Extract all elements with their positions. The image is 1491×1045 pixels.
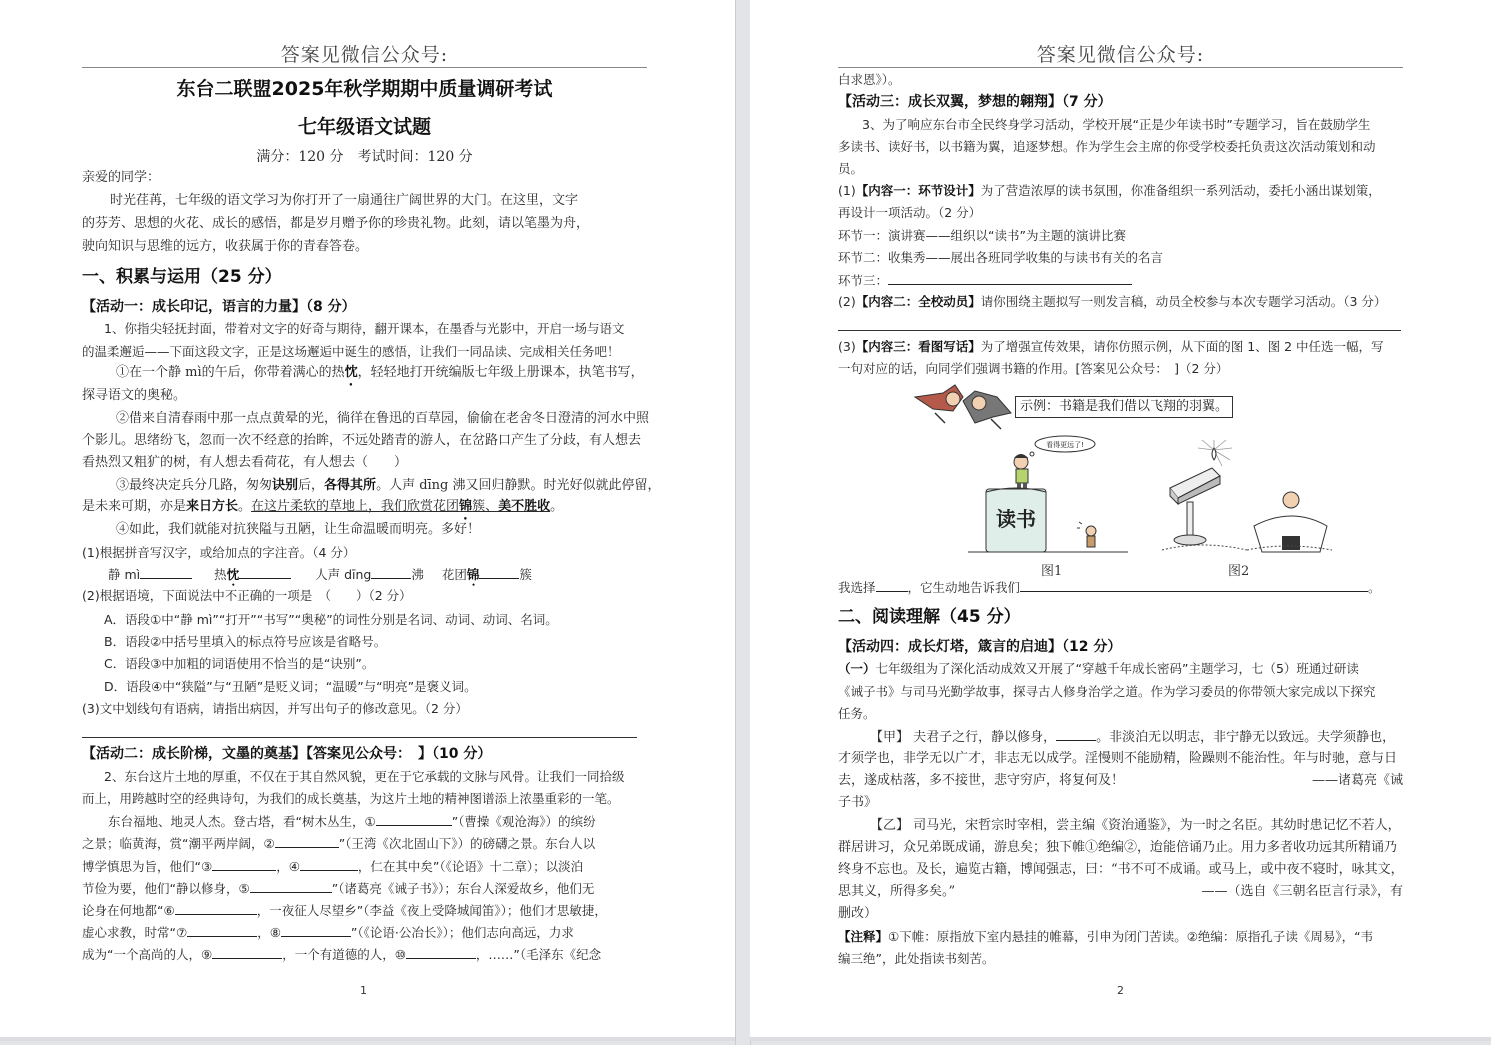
answer-blank[interactable] [281,922,351,937]
answer-blank[interactable] [250,878,332,893]
greeting: 亲爱的同学： [82,170,161,185]
book-label: 读书 [996,507,1036,531]
step-2: 环节二：收集秀——展出各班同学收集的与读书有关的名言 [838,250,1164,265]
part-intro: （一）七年级组为了深化活动成效又开展了“穿越千年成长密码”主题学习，七（5）班通过研读 [838,661,1359,676]
answer-sentence: 我选择 ，它生动地告诉我们 。 [838,577,1381,598]
answer-blank[interactable] [376,811,452,826]
page-number: 1 [360,984,367,997]
figure-choice-blank[interactable] [876,577,908,592]
page-bottom-edge [0,1037,735,1041]
answer-blank[interactable] [406,944,476,959]
flying-kids-illustration [913,383,1013,431]
passage-paragraph-4: ④如此，我们就能对抗狭隘与丑陋，让生命温暖而明亮。多好！ [116,522,481,537]
content-1-cont: 再设计一项活动。（2 分） [838,205,982,220]
fill-in-line: 博学慎思为旨，他们“③ ，④ ，仁在其中矣”（《论语》十二章）；以淡泊 [82,856,583,877]
passage-line: 终身不忘也。及长，遍览古籍，博闻强志，曰：“书不可不成诵。或马上，或中夜不寝时，咏其文， [838,862,1404,877]
page-header: 答案见微信公众号: [280,44,449,66]
question-text: 的温柔邂逅——下面这段文字，正是这场邂逅中诞生的感悟，让我们一同品读、完成相关任务吧！ [82,344,620,359]
annotation: 编三绝”，此处指读书刻苦。 [838,951,995,966]
passage-jia: 【甲】 夫君子之行，静以修身， 。非淡泊无以明志，非宁静无以致远。夫学须静也， [870,726,1395,748]
passage-line: 个影儿。思绪纷飞，忽而一次不经意的抬眸，不远处踏青的游人，在岔路口产生了分歧，有人想去 [82,433,642,448]
content-3-cont: 一句对应的话，向同学们强调书籍的作用。[答案见公众号： ]（2 分） [838,361,1229,376]
fill-in-line: 论身在何地都“⑥ ，一夜征人尽望乡”（李益《夜上受降城闻笛》）；他们才思敏捷， [82,900,607,921]
passage-line: 探寻语文的奥秘。 [82,388,187,403]
speech-bubble-text: 看得更远了! [1046,441,1084,449]
answer-line[interactable] [82,737,637,738]
content-2: (2)【内容二：全校动员】请你围绕主题拟写一则发言稿，动员全校参与本次专题学习活动。（3 分） [838,294,1387,309]
step-3: 环节三： [838,270,1132,291]
answer-blank[interactable] [275,833,339,848]
question-text: 员。 [838,161,864,176]
activity-heading: 【活动四：成长灯塔，箴言的启迪】（12 分） [838,639,1122,655]
page-gutter-edge [735,0,736,1045]
figure-2-caption: 图2 [1228,564,1250,579]
part-intro: 《诫子书》与司马光勤学故事，探寻古人修身治学之道。作为学习委员的你带领大家完成以下探究 [838,684,1376,699]
underlined-sentence: 在这片柔软的草地上，我们欣赏花团锦簇、美不胜收 [251,499,551,514]
exam-title: 东台二联盟2025年秋学期期中质量调研考试 [176,78,553,100]
content-3: (3)【内容三：看图写话】为了增强宣传效果，请你仿照示例，从下面的图 1、图 2 中任选一幅，写 [838,339,1384,354]
answer-blank[interactable] [888,270,1132,285]
option-c: C．语段③中加粗的词语使用不恰当的是“诀别”。 [104,656,375,671]
option-a: A．语段①中“静 mì”“打开”“书写”“奥秘”的词性分别是名词、动词、动词、名词。 [104,612,558,627]
answer-blank[interactable] [239,564,291,579]
answer-blank[interactable] [212,856,276,871]
page-number: 2 [1117,984,1124,997]
exam-subtitle: 七年级语文试题 [297,116,431,138]
answer-blank[interactable] [1056,726,1096,741]
annotation: 【注释】①下帷：原指放下室内悬挂的帷幕，引申为闭门苦读。②绝编：原指孔子读《周易》，“韦 [838,929,1374,944]
passage-line: 看热烈又粗犷的树，有人想去看荷花，有人想去（ ） [82,455,408,470]
page-header: 答案见微信公众号: [1036,44,1205,66]
intro-line: 的芬芳、思想的火花、成长的感悟，都是岁月赠予你的珍贵礼物。此刻，请以笔墨为舟， [82,216,590,231]
figure-1-illustration [968,434,1128,559]
activity-heading: 【活动三：成长双翼，梦想的翱翔】（7 分） [838,94,1112,110]
question-text: 多读书、读好书，以书籍为翼，追逐梦想。作为学生会主席的你受学校委托负责这次活动策划和动 [838,139,1376,154]
passage-line: 删改） [838,906,878,921]
pinyin-row: 静 mì 热忱 人声 dīng 沸 花团锦 簇 [108,564,532,589]
figure-1-caption: 图1 [1041,564,1063,579]
fill-in-line: 东台福地、地灵人杰。登古塔，看“树木丛生，① ”（曹操《观沧海》）的缤纷 [108,811,596,832]
passage-line: 思其义，所得多矣。” ——（选自《三朝名臣言行录》，有 [838,882,1403,902]
passage-paragraph-2: ②借来自清春雨中那一点点黄晕的光，徜徉在鲁迅的百草园，偷偷在老舍冬日澄清的河水中照 [116,411,650,426]
activity-heading: 【活动二：成长阶梯，文墨的奠基】【答案见公众号： 】（10 分） [82,746,492,762]
passage-paragraph-3: ③最终决定兵分几路，匆匆诀别后，各得其所。人声 dīng 沸又回归静默。时光好似就此停留， [116,478,661,493]
example-box: 示例：书籍是我们借以飞翔的羽翼。 [1015,396,1233,418]
step-1: 环节一：演讲赛——组织以“读书”为主题的演讲比赛 [838,228,1126,243]
answer-blank[interactable] [212,944,282,959]
sub-question: (1)根据拼音写汉字，或给加点的字注音。（4 分） [82,545,356,560]
passage-line: 才须学也，非学无以广才，非志无以成学。淫慢则不能励精，险躁则不能治性。年与时驰，意与日 [838,751,1398,766]
page-2 [750,0,1491,1041]
passage-yi: 【乙】 司马光，宋哲宗时宰相，尝主编《资治通鉴》，为一时之名臣。其幼时患记忆不若人， [870,818,1401,833]
sub-question: (3)文中划线句有语病，请指出病因，并写出句子的修改意见。（2 分） [82,701,468,716]
option-d: D．语段④中“狭隘”与“丑陋”是贬义词；“温暖”与“明亮”是褒义词。 [104,679,477,694]
dotted-char: 忱 [344,365,358,380]
question-text: 3、为了响应东台市全民终身学习活动，学校开展“正是少年读书时”专题学习，旨在鼓励学生 [862,117,1371,132]
part-intro: 任务。 [838,706,876,721]
question-text: 而上，用跨越时空的经典诗句，为我们的成长奠基，为这片土地的精神图谱添上浓墨重彩的一笔。 [82,791,620,806]
activity-heading: 【活动一：成长印记，语言的力量】（8 分） [82,299,356,315]
page-1 [0,0,735,1041]
option-b: B．语段②中括号里填入的标点符号应该是省略号。 [104,634,387,649]
carry-over-text: 白求恩》）。 [838,72,901,87]
exam-meta: 满分：120 分 考试时间：120 分 [256,149,473,165]
content-1: (1)【内容一：环节设计】为了营造浓厚的读书氛围，你准备组织一系列活动，委托小涵出谋划策， [838,183,1381,198]
passage-source: ——（选自《三朝名臣言行录》，有 [1201,884,1403,899]
question-text: 1、你指尖轻抚封面，带着对文字的好奇与期待，翻开课本，在墨香与光影中，开启一场与语文 [104,321,625,336]
answer-line[interactable] [838,330,1401,331]
fill-in-line: 成为“一个高尚的人，⑨ ，一个有道德的人，⑩ ，……”（毛泽东《纪念 [82,944,601,965]
passage-line: 去，遂成枯落，多不接世，悲守穷庐，将复何及！ ——诸葛亮《诫 [838,771,1403,791]
passage-line: 是未来可期，亦是来日方长。在这片柔软的草地上，我们欣赏花团锦簇、美不胜收。 [82,499,564,514]
fill-in-line: 之景；临黄海，赏“潮平两岸阔，② ”（王湾《次北固山下》）的磅礴之景。东台人以 [82,833,595,854]
answer-blank[interactable] [479,564,519,579]
passage-line: 子书》 [838,795,878,810]
header-rule [838,67,1403,68]
figure-2-illustration [1162,440,1332,555]
section-heading: 二、阅读理解（45 分） [838,607,1021,627]
answer-blank[interactable] [140,564,192,579]
answer-blank[interactable] [1020,577,1368,592]
passage-paragraph-1: ①在一个静 mì的午后，你带着满心的热忱，轻轻地打开统编版七年级上册课本，执笔书写， [116,365,644,380]
answer-blank[interactable] [300,856,358,871]
question-text: 2、东台这片土地的厚重，不仅在于其自然风貌，更在于它承载的文脉与风骨。让我们一同拾级 [104,769,625,784]
fill-in-line: 节俭为要，他们“静以修身，⑤ ”（诸葛亮《诫子书》）；东台人深爱故乡，他们无 [82,878,594,899]
answer-blank[interactable] [187,922,257,937]
section-heading: 一、积累与运用（25 分） [82,267,282,287]
passage-line: 群居讲习，众兄弟既成诵，游息矣；独下帷①绝编②，迨能倍诵乃止。用力多者收功远其所精诵乃 [838,840,1398,855]
page-bottom-edge [750,1037,1491,1041]
answer-blank[interactable] [371,564,411,579]
sub-question: (2)根据语境，下面说法中不正确的一项是 （ ）（2 分） [82,588,412,603]
intro-line: 驶向知识与思维的远方，收获属于你的青春答卷。 [82,239,369,254]
fill-in-line: 虚心求教，时常“⑦ ，⑧ ”（《论语·公冶长》）；他们志向高远，力求 [82,922,574,943]
header-rule [82,67,647,68]
passage-source: ——诸葛亮《诫 [1311,773,1403,788]
answer-blank[interactable] [175,900,257,915]
intro-line: 时光荏苒，七年级的语文学习为你打开了一扇通往广阔世界的大门。在这里，文字 [110,193,579,208]
